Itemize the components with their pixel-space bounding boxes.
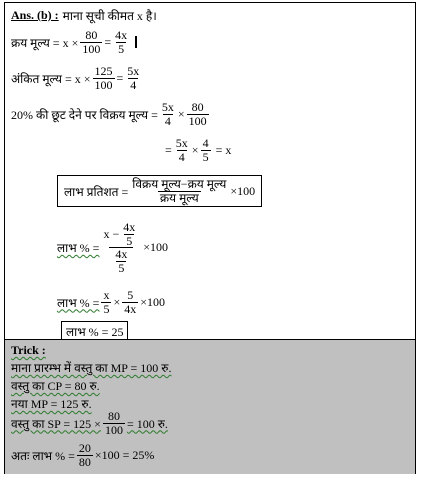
sp2-times: ×: [191, 142, 199, 157]
mp-fraction-2: $\frac{5x}{4}$: [127, 64, 140, 92]
selling-price-line: [11, 101, 211, 127]
trick-title-row: [11, 343, 46, 358]
sp2-eq: =: [165, 142, 172, 157]
sp-fraction-1: $\frac{5x}{4}$: [161, 100, 174, 128]
sp2-fraction-1: $\frac{5x}{4}$: [175, 136, 188, 164]
trick-title: Trick :: [11, 343, 46, 357]
step2-fraction-1: $\frac{x}{5}$: [103, 288, 110, 316]
profit-step-2: [57, 289, 165, 315]
sp-fraction-2: $\frac{80}{100}$: [188, 100, 207, 128]
trick-line-4: वस्तु का SP = 125 × $\frac{80}{100}$ = 100 रु.: [11, 409, 168, 437]
mp-eq: =: [116, 70, 124, 85]
step1-lhs: लाभ % =: [57, 241, 100, 256]
trick-section: [5, 339, 415, 474]
profit-step-1: [57, 221, 168, 274]
step2-rhs: ×100: [140, 294, 166, 309]
step1-complex-fraction: x − $\frac{4x}{5}$ $\frac{4x}{5}$: [103, 220, 136, 275]
sp2-rhs: = x: [215, 142, 232, 157]
answer-header: [11, 7, 157, 24]
answer-label: Ans. (b) :: [11, 8, 59, 22]
trick-fraction-1: $\frac{80}{100}$: [104, 409, 123, 437]
cp-eq: =: [104, 34, 112, 49]
trick-line-3: नया MP = 125 रु.: [11, 397, 92, 411]
cp-lhs: क्रय मूल्य = x ×: [11, 35, 79, 50]
text-cursor: [135, 36, 137, 48]
cost-price-line: [11, 29, 137, 55]
sp-lhs: 20% की छूट देने पर विक्रय मूल्य =: [11, 107, 158, 122]
formula-fraction: $\frac{\text{विक्रय मूल्य−क्रय मूल्य}}{\text{क्रय मूल्य}}$: [132, 177, 227, 205]
cp-fraction-2: $\frac{4x}{5}$: [115, 28, 128, 56]
formula-lhs: लाभ प्रतिशत =: [64, 184, 129, 199]
answer-intro: माना सूची कीमत x है।: [62, 9, 157, 23]
trick-fraction-2: $\frac{20}{80}$: [78, 441, 91, 469]
marked-price-line: [11, 65, 143, 91]
trick-line-2: वस्तु का CP = 80 रु.: [11, 379, 100, 393]
mp-lhs: अंकित मूल्य = x ×: [11, 71, 91, 86]
formula-rhs: ×100: [230, 183, 256, 198]
step2-times: ×: [113, 294, 121, 309]
cp-fraction-1: $\frac{80}{100}$: [82, 28, 101, 56]
step2-lhs: लाभ % =: [57, 295, 100, 310]
step2-fraction-2: $\frac{5}{4x}$: [124, 288, 137, 316]
mp-fraction-1: $\frac{125}{100}$: [94, 64, 113, 92]
solution-sheet: [4, 2, 416, 474]
sp2-fraction-2: $\frac{4}{5}$: [202, 136, 209, 164]
selling-price-line-2: [165, 137, 231, 163]
step1-rhs: ×100: [143, 240, 169, 255]
profit-formula-box: [57, 175, 262, 207]
result-text: लाभ % = 25: [66, 325, 124, 339]
sp-times: ×: [177, 106, 185, 121]
trick-line-1: माना प्रारम्भ में वस्तु का MP = 100 रु.: [11, 361, 172, 375]
trick-line-5: अतः लाभ % = $\frac{20}{80}$ ×100 = 25%: [11, 441, 155, 469]
